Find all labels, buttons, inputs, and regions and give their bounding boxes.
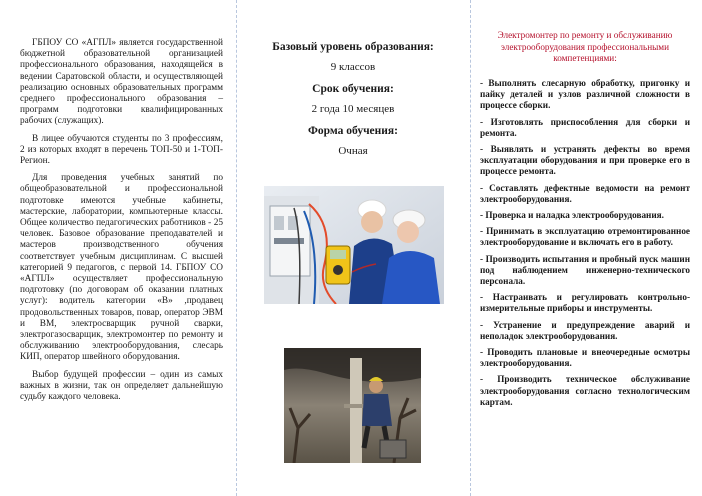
- study-form-value: Очная: [338, 145, 368, 157]
- students-paragraph: В лицее обучаются студенты по 3 профессиям, 2 из которых входят в перечень ТОП-50 и 1-ТОП-Регион.: [20, 133, 223, 167]
- competency-item: - Изготовлять приспособления для сборки и ремонта.: [480, 116, 690, 138]
- competency-item: - Выполнять слесарную обработку, пригонку и пайку деталей и узлов различной сложности в процессе сборки.: [480, 78, 690, 111]
- study-form-block: [236, 124, 470, 158]
- duration-value: 2 года 10 месяцев: [311, 103, 395, 115]
- competency-item: - Устранение и предупреждение аварий и неполадок электрооборудования.: [480, 319, 690, 341]
- left-panel: [0, 0, 236, 496]
- career-choice-paragraph: Выбор будущей профессии – один из самых важных в жизни, так он определяет дальнейшую судьбу каждого человека.: [20, 369, 223, 403]
- facilities-paragraph: Для проведения учебных занятий по общеобразовательной и профессиональной подготовке имеются учебные кабинеты, мастерские, лаборатории, компьютерные классы. Общее количество педагогических работников - 25 человек. Базовое образование преподавателей и мастеров производственного обучения соответствует учебным дисциплинам. С высшей категорией 9 педагогов, с первой 14. ГБПОУ СО «АГПЛ» осуществляет профессиональную подготовку (по договорам об оказании платных услуг): водитель категории «В» ,продавец продовольственных товаров, повар, оператор ЭВМ и ВМ, электросварщик ручной сварки, электрогазосварщик, электромонтер по ремонту и обслуживанию электрооборудования, слесарь КИП, оператор швейного оборудования.: [20, 173, 223, 363]
- lyceum-description: [20, 38, 223, 403]
- intro-paragraph: ГБПОУ СО «АГПЛ» является государственной бюджетной образовательной организацией профессионального образования, находящейся в ведении Саратовской области, и осуществляющей реализацию основных образовательных программ среднего профессионального образования – программ подготовки квалифицированных рабочих (служащих).: [20, 38, 223, 127]
- competency-item: - Составлять дефектные ведомости на ремонт электрооборудования.: [480, 182, 690, 204]
- competency-item: - Настраивать и регулировать контрольно-измерительные приборы и инструменты.: [480, 292, 690, 314]
- competency-item: - Проводить плановые и внеочередные осмотры электрооборудования.: [480, 347, 690, 369]
- duration-block: [236, 82, 470, 116]
- competency-item: - Производить техническое обслуживание электрооборудования согласно технологическим картам.: [480, 374, 690, 407]
- lineman-photo: [284, 348, 421, 463]
- competency-item: - Проверка и наладка электрооборудования.: [480, 210, 664, 221]
- competencies-title: Электромонтер по ремонту и обслуживанию электрооборудования профессиональными компетенциями:: [497, 30, 673, 64]
- education-level-heading: Базовый уровень образования:: [272, 41, 434, 53]
- competency-item: - Выявлять и устранять дефекты во время эксплуатации оборудования и при проверке его в процессе ремонта.: [480, 144, 690, 177]
- study-form-heading: Форма обучения:: [308, 125, 398, 137]
- education-level-block: [236, 40, 470, 74]
- competency-item: - Производить испытания и пробный пуск машин под наблюдением инженерно-технического персонала.: [480, 253, 690, 287]
- competency-item: - Принимать в эксплуатацию отремонтированное электрооборудование и включать его в работу.: [480, 226, 690, 248]
- middle-panel: [236, 0, 470, 496]
- competencies-list: [480, 78, 690, 413]
- education-level-value: 9 классов: [330, 61, 376, 73]
- electricians-photo: [264, 186, 444, 304]
- duration-heading: Срок обучения:: [312, 83, 394, 95]
